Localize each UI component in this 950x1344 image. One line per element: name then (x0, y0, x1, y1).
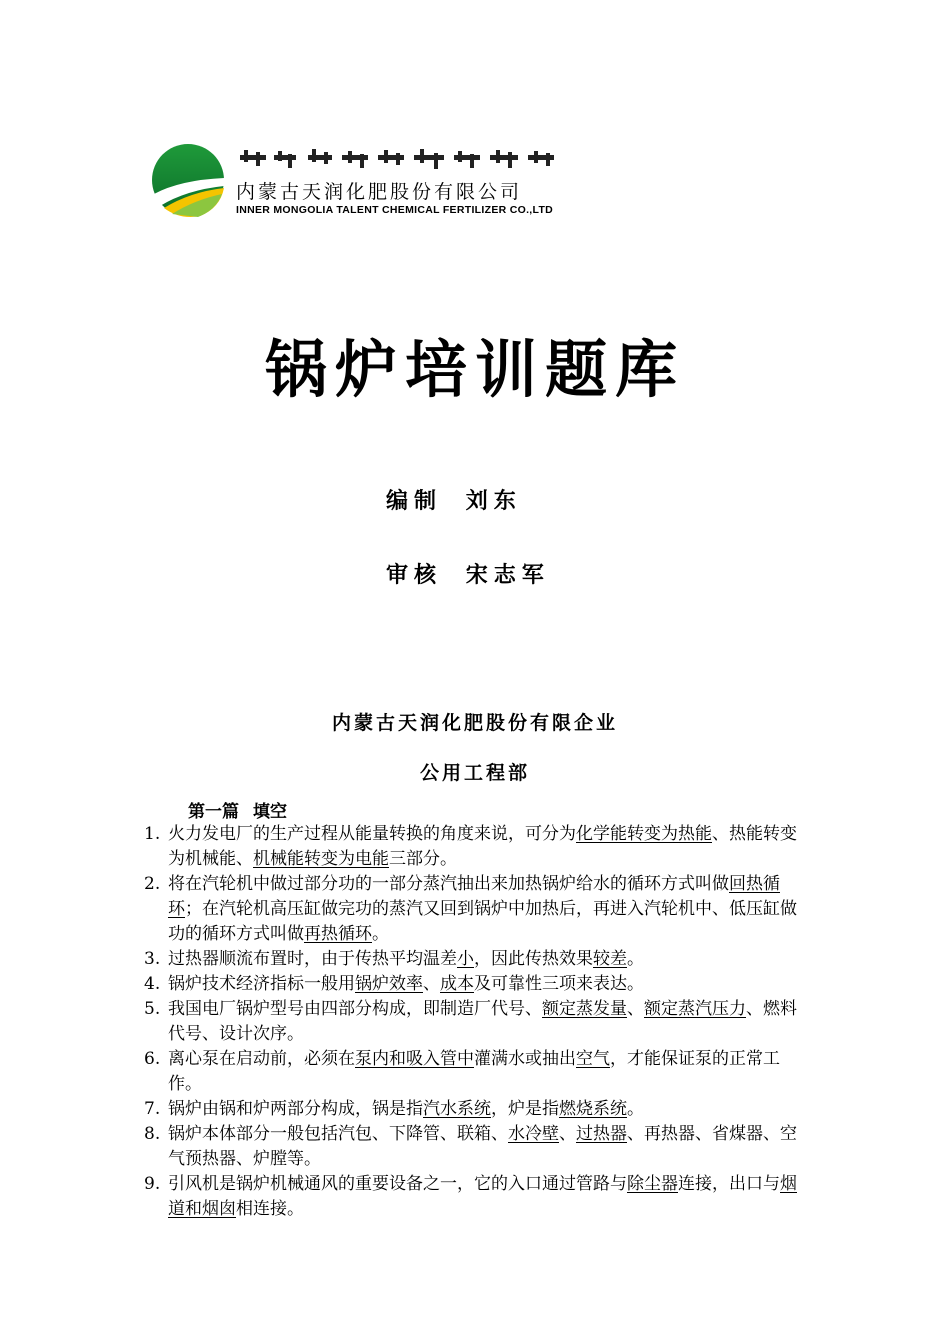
question-number: 7. (144, 1099, 161, 1119)
document-title: 锅炉培训题库 (264, 333, 685, 406)
organization-name: 内蒙古天润化肥股份有限企业 (331, 712, 618, 734)
question-segment: 引风机是锅炉机械通风的重要设备之一，它的入口通过管路与 (168, 1174, 627, 1194)
question-text (168, 1097, 804, 1122)
section-heading (188, 797, 301, 822)
question-item (144, 872, 804, 947)
question-segment: 过热器顺流布置时，由于传热平均温差 (168, 949, 457, 969)
question-segment: ；在汽轮机高压缸做完功的蒸汽又回到锅炉中加热后，再进入汽轮机中、低压缸做功的循环方式叫做 (168, 899, 797, 944)
department-name: 公用工程部 (419, 762, 530, 784)
question-segment: 将在汽轮机中做过部分功的一部分蒸汽抽出来加热锅炉给水的循环方式叫做 (168, 874, 729, 894)
question-segment: ，因此传热效果 (474, 949, 593, 969)
question-item (144, 972, 804, 997)
question-number: 5. (144, 999, 161, 1019)
question-segment: 、 (627, 999, 644, 1019)
question-text (168, 1122, 804, 1172)
company-name-cn: 内蒙古天润化肥股份有限公司 (236, 181, 523, 203)
question-number: 6. (144, 1049, 161, 1069)
question-segment: 。 (627, 949, 644, 969)
answer-blank: 水冷壁 (508, 1124, 559, 1144)
answer-blank: 小 (457, 949, 474, 969)
answer-blank: 燃烧系统 (559, 1099, 627, 1119)
question-list (144, 822, 804, 1222)
question-segment: 锅炉本体部分一般包括汽包、下降管、联箱、 (168, 1124, 508, 1144)
question-item (144, 997, 804, 1047)
question-segment: 我国电厂锅炉型号由四部分构成，即制造厂代号、 (168, 999, 542, 1019)
answer-blank: 额定蒸发量 (542, 999, 627, 1019)
question-segment: 锅炉技术经济指标一般用 (168, 974, 355, 994)
question-segment: 离心泵在启动前，必须在 (168, 1049, 355, 1069)
question-segment: 灌满水或抽出 (474, 1049, 576, 1069)
section-part: 第一篇 (188, 802, 239, 822)
question-segment: 火力发电厂的生产过程从能量转换的角度来说，可分为 (168, 824, 576, 844)
question-number: 4. (144, 974, 161, 994)
reviewer-label: 审核 (386, 562, 443, 588)
question-segment: 、再热器、省煤器、空气预热器、炉膛等。 (168, 1124, 797, 1169)
reviewer-name: 宋志军 (465, 562, 550, 588)
question-text (168, 1172, 804, 1222)
section-name: 填空 (253, 802, 287, 822)
question-segment: 三部分。 (389, 849, 457, 869)
answer-blank: 回热循环 (168, 874, 780, 919)
question-item (144, 1122, 804, 1172)
compiler-line (386, 484, 522, 515)
question-segment: ，炉是指 (491, 1099, 559, 1119)
question-segment: 。 (627, 1099, 644, 1119)
question-text (168, 947, 804, 972)
question-number: 2. (144, 874, 161, 894)
question-text (168, 1047, 804, 1097)
compiler-label: 编制 (386, 488, 443, 514)
compiler-name: 刘东 (465, 488, 522, 514)
answer-blank: 再热循环 (304, 924, 372, 944)
mongolian-script (238, 146, 578, 172)
answer-blank: 除尘器 (627, 1174, 678, 1194)
answer-blank: 较差 (593, 949, 627, 969)
question-segment: 连接，出口与 (678, 1174, 780, 1194)
question-item (144, 1172, 804, 1222)
question-segment: 及可靠性三项来表达。 (474, 974, 644, 994)
question-item (144, 1047, 804, 1097)
answer-blank: 过热器 (576, 1124, 627, 1144)
question-item (144, 1097, 804, 1122)
question-text (168, 997, 804, 1047)
logo-mark-icon (150, 142, 228, 220)
answer-blank: 化学能转变为热能 (576, 824, 712, 844)
answer-blank: 汽水系统 (423, 1099, 491, 1119)
question-text (168, 972, 804, 997)
question-number: 1. (144, 824, 161, 844)
question-item (144, 822, 804, 872)
question-segment: 、燃料代号、设计次序。 (168, 999, 797, 1044)
question-segment: 锅炉由锅和炉两部分构成，锅是指 (168, 1099, 423, 1119)
answer-blank: 烟道和烟囱 (168, 1174, 797, 1219)
question-segment: 。 (372, 924, 389, 944)
question-segment: 、 (559, 1124, 576, 1144)
question-segment: 、热能转变为机械能、 (168, 824, 797, 869)
answer-blank: 额定蒸汽压力 (644, 999, 746, 1019)
question-number: 8. (144, 1124, 161, 1144)
question-text (168, 872, 804, 947)
question-segment: ，才能保证泵的正常工作。 (168, 1049, 780, 1094)
company-logo (150, 142, 590, 222)
question-text (168, 822, 804, 872)
answer-blank: 锅炉效率 (355, 974, 423, 994)
reviewer-line (386, 558, 550, 589)
question-item (144, 947, 804, 972)
question-number: 3. (144, 949, 161, 969)
company-name-en: INNER MONGOLIA TALENT CHEMICAL FERTILIZER CO.,LTD (236, 204, 554, 216)
answer-blank: 成本 (440, 974, 474, 994)
question-segment: 相连接。 (236, 1199, 304, 1219)
answer-blank: 空气 (576, 1049, 610, 1069)
question-number: 9. (144, 1174, 161, 1194)
question-segment: 、 (423, 974, 440, 994)
answer-blank: 机械能转变为电能 (253, 849, 389, 869)
answer-blank: 泵内和吸入管中 (355, 1049, 474, 1069)
